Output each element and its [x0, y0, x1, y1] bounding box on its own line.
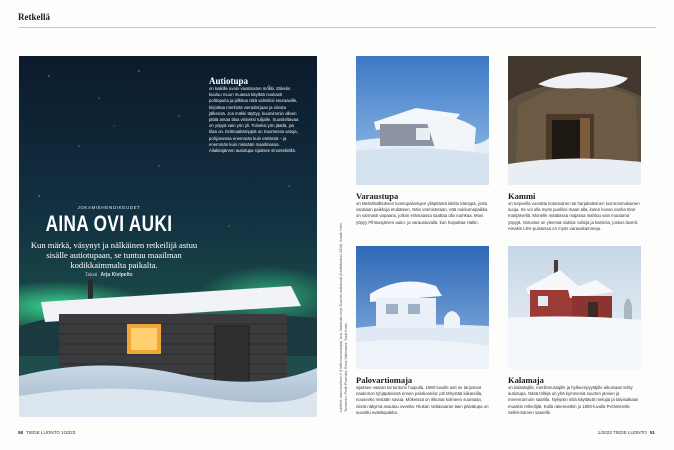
credit-label: Teksti: [85, 273, 98, 278]
hero-photo: [19, 56, 317, 417]
photo-palovartiomaja: [356, 246, 489, 369]
hero-title: AINA OVI AUKI: [45, 211, 173, 236]
caption-kalamaja: [508, 375, 642, 416]
intro-text: on kaikille avoin vaatimaton mökki. Etiketin kuuluu muun muassa käyttää nuukasti polttopuita ja pilkkoa niitä valmiiksi seuraaville, kirjoittaa merkintä vieraskirjaan ja siivota jälkensä. Jos mökki täyttyy, kuumimmin olleen pitää antaa tilaa viimeksi tulijalle. Suositeltavaa on yöpyä vain yön yli. Toiseksi yön jäädä, jos tilaa on. Erämaakämppiä on Suomessa satoja, pohjoisessa enemmän kuin etelässä – ja enemmän kuin missään maailmassa. Ailakkajärven autiotupa sijaitsee Enontekiöllä.: [209, 86, 299, 154]
header-rule: [18, 27, 656, 28]
caption-heading: Varaustupa: [356, 191, 399, 201]
author-credit: [19, 272, 199, 278]
caption-text: on kalastajille, merilinnustajille ja hylkeenpyytäjille aikoinaan tehty autiotupa. Näitä töllejä on yhä kymmeniä suurten järvien ja merenrannoin saarilla. Nykyisin niitä käyttävät melojat ja talvisaikaan muutkin retkeilijät. Kalla rakennettiin jo 1800-luvulla Perämerelle Selkä-Sarven saarelle.: [508, 385, 639, 415]
section-label: Retkellä: [18, 12, 50, 22]
caption-heading: Kalamaja: [508, 375, 544, 385]
hero-lead: Kun märkä, väsynyt ja nälkäinen retkeilijä astuu sisälle autiotupaan, se tuntuu maailman kodikkaimmalta paikalta.: [30, 240, 198, 270]
magazine-issue-right: 1/2023 TIEDE LUONTO: [597, 430, 647, 435]
photo-varaustupa: [356, 56, 489, 185]
photo-credits: Lähteet: www.luontoon.fi (Haltin lounaistupa), Anu Jaakkolan kirja Suomen autiotuvat (Karttakeskus 2018). Kuvat: Harri Tarvainen, Pertti Puumala, Eeva Valtovaara, Sauli Koski.: [339, 222, 348, 412]
caption-text: on turpeella vuorattu kotamainen tai harjakattoinen luonnonmukainen suoja. Se voi olla myös puoliksi maan alla, kuten kuvan vanha tönö Inarijärvellä. Monelle matalassa majassa mahtuu vain muutama yöpyjä. Varustus on yleensä niukka: tulisija ja kaminia, joskus laverit. Ainakin LKK-puistossa on myös varauskammeja.: [508, 201, 640, 231]
photo-kalamaja: [508, 246, 641, 369]
footer-left: [18, 430, 75, 435]
footer-right: [598, 430, 655, 435]
caption-text: sijaitsee vaaran tai tunturin huipulla. 1980-luvulle asti ne tarjosivat nautinnon tyhjäpäivissä ennen palokoneita: piti tähystää kiikareilla, nousevko mistään savua. Mökeissä on ikkunat kolmeen suuntaan, niistä näkymä avautuu oveelta. Riukan Valtavaaran laen päivätupa on suosittu eväsleipakka.: [356, 385, 489, 415]
caption-text: on Metsähallituksen luontopalvelujen ylläpitämä lukittu kämppä, josta varataan paikkoja etukäteen. Näin varmistetaan, että nukkumapaikka on varmasti vapaana, jolloin erämaassa saattaa olla ruuhkaa. Moni yöpyy Pihtsusjärven autio- ja varaustuvalla, kun huiputtaa Haltin.: [356, 201, 488, 225]
page-number-left: 58: [18, 430, 24, 435]
magazine-issue-left: TIEDE LUONTO 1/2023: [26, 430, 76, 435]
photo-kammi: [508, 56, 641, 185]
page-number-right: 51: [649, 430, 655, 435]
hero-kicker: JOKAMIEHENOIKEUDET: [77, 205, 141, 210]
caption-heading: Kammi: [508, 191, 536, 201]
intro-heading: Autiotupa: [209, 76, 249, 86]
caption-kammi: [508, 191, 642, 232]
credit-name: Arja Kivipelto: [100, 272, 133, 278]
caption-varaustupa: [356, 191, 490, 226]
caption-heading: Palovartiomaja: [356, 375, 413, 385]
caption-palovartiomaja: [356, 375, 490, 416]
